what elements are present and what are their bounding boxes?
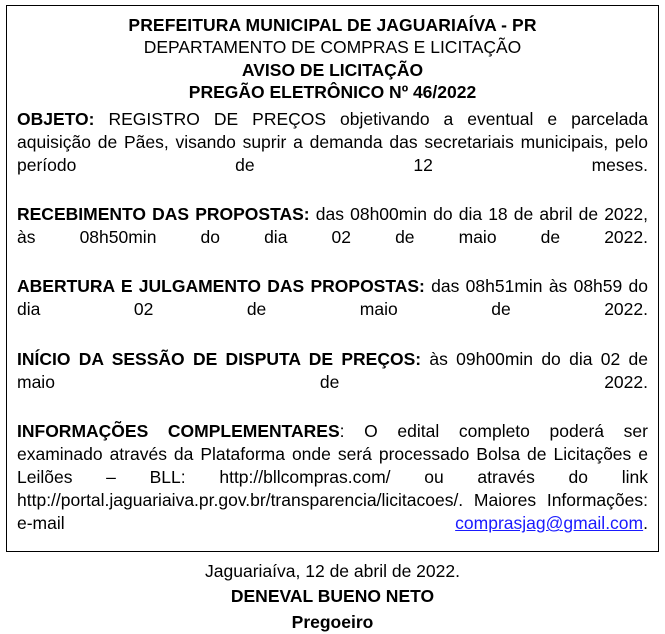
section-abertura-julgamento [17, 275, 648, 344]
header-line-municipality: PREFEITURA MUNICIPAL DE JAGUARIAÍVA - PR [128, 15, 537, 35]
section-informacoes-complementares-text: : O edital completo poderá ser examinado através da Plataforma onde será processado Bolsa de Licitações e Leilões – BLL: http://bllcompras.com/ ou através do link http://portal.jaguariaiva.pr.gov.br/transparencia/licitacoes/. Maiores Informações: e-mail [17, 420, 648, 534]
section-abertura-julgamento-text: das 08h51min às 08h59 do dia 02 de maio de 2022. [17, 276, 648, 320]
section-inicio-disputa [17, 348, 648, 417]
section-objeto-text: REGISTRO DE PREÇOS objetivando a eventual e parcelada aquisição de Pães, visando suprir a demanda das secretariais municipais, pelo período de 12 meses. [17, 108, 648, 175]
section-abertura-julgamento-label: ABERTURA E JULGAMENTO DAS PROPOSTAS: [17, 276, 425, 297]
contact-email-link[interactable]: comprasjag@gmail.com [455, 513, 644, 534]
place-and-date: Jaguariaíva, 12 de abril de 2022. [205, 561, 460, 582]
bid-notice-box [6, 5, 659, 632]
section-recebimento-propostas-label: RECEBIMENTO DAS PROPOSTAS: [17, 203, 310, 224]
signer-role: Pregoeiro [291, 611, 374, 632]
section-recebimento-propostas-text: das 08h00min do dia 18 de abril de 2022, às 08h50min do dia 02 de maio de 2022. [17, 203, 648, 248]
section-objeto [17, 108, 648, 200]
notice-header [17, 14, 648, 104]
section-recebimento-propostas [17, 203, 648, 272]
section-informacoes-complementares [17, 420, 648, 559]
header-line-notice-type: AVISO DE LICITAÇÃO [241, 59, 424, 80]
header-line-process-number: PREGÃO ELETRÔNICO Nº 46/2022 [188, 82, 477, 103]
section-objeto-label: OBJETO: [17, 108, 95, 129]
section-inicio-disputa-label: INÍCIO DA SESSÃO DE DISPUTA DE PREÇOS: [17, 348, 422, 369]
header-line-department: DEPARTAMENTO DE COMPRAS E LICITAÇÃO [143, 37, 522, 58]
section-informacoes-complementares-text-end: . [643, 513, 648, 534]
section-inicio-disputa-text: às 09h00min do dia 02 de maio de 2022. [17, 348, 648, 392]
section-informacoes-complementares-label: INFORMAÇÕES COMPLEMENTARES [17, 420, 340, 441]
signer-name: DENEVAL BUENO NETO [230, 586, 435, 607]
